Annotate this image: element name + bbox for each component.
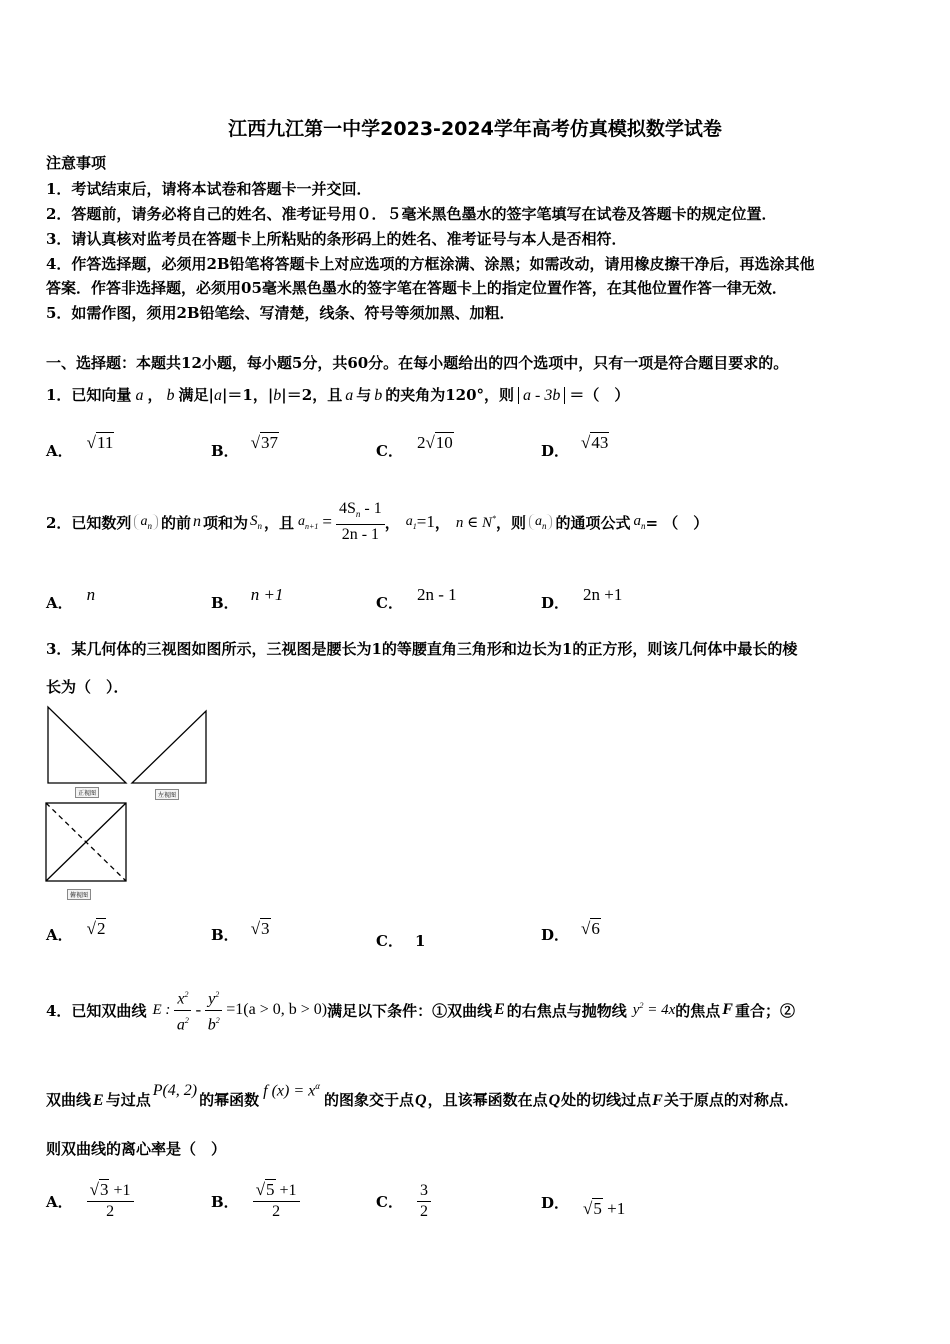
q3-option-a: A． √2 [46,919,106,944]
page-title: 江西九江第一中学2023-2024学年高考仿真模拟数学试卷 [228,118,722,140]
q1-option-c: C． 2√10 [376,433,453,460]
top-view [46,803,126,881]
q3-option-d: D． √6 [541,919,600,944]
q2-option-c: C． 2n - 1 [376,585,457,612]
front-view [48,707,126,783]
notice-item-4-cont: 答案．作答非选择题，必须用05毫米黑色墨水的签字笔在答题卡上的指定位置作答，在其他位置作答一律无效． [46,279,787,297]
three-view-diagram [40,703,220,903]
q4-option-a: A． $\frac{√3 +1}{2}$ [46,1176,134,1226]
q4-option-c: C． $\frac{3}{2}$ [376,1176,431,1226]
question-4-ask: 则双曲线的离心率是（ ） [46,1140,227,1158]
q3-option-b: B． √3 [211,919,270,944]
question-1: 1．已知向量 a ， b 满足|a|＝1，|b|＝2，且 a 与 b 的夹角为120°，则 a - 3b ＝（ ） [46,386,630,404]
q4-option-d: D． √5 +1 [541,1194,626,1218]
q1-option-d: D． √43 [541,433,609,460]
question-4-line-2: 双曲线 E 与过点 P(4, 2) 的幂函数 f $(x) = x^\alpha$ 的图象交于点 Q ，且该幂函数在点 Q 处的切线过点 F 关于原点的对称点． [46,1080,799,1109]
notice-item-1: 1．考试结束后，请将本试卷和答题卡一并交回． [46,180,372,198]
q4-option-b: B． $\frac{√5 +1}{2}$ [211,1176,300,1226]
q2-option-a: A． n [46,585,96,612]
notice-item-4: 4．作答选择题，必须用2B铅笔将答题卡上对应选项的方框涂满、涂黑；如需改动，请用橡皮擦干净后，再选涂其他 [46,255,815,273]
recurrence-fraction: $\frac{4S_n - 1}{2n - 1}$ [336,499,385,545]
caption-top-view: 俯视图 [67,889,91,900]
q2-option-d: D． 2n +1 [541,585,623,612]
notice-item-3: 3．请认真核对监考员在答题卡上所粘贴的条形码上的姓名、准考证号与本人是否相符． [46,230,627,248]
q3-option-c: C． 1 [376,932,426,950]
caption-front-view: 正视图 [75,787,99,798]
side-view [132,711,206,783]
notice-item-2: 2．答题前，请务必将自己的姓名、准考证号用０．５毫米黑色墨水的签字笔填写在试卷及答题卡的规定位置． [46,205,777,223]
question-3-line-1: 3．某几何体的三视图如图所示，三视图是腰长为1的等腰直角三角形和边长为1的正方形，则该几何体中最长的棱 [46,640,798,658]
question-3-line-2: 长为（ ）． [46,678,129,696]
abs-expression: a - 3b [518,387,565,404]
section-heading: 一、选择题：本题共12小题，每小题5分，共60分。在每小题给出的四个选项中，只有一项是符合题目要求的。 [46,354,789,372]
q1-option-b: B． √37 [211,433,279,460]
question-2: 2．已知数列 $a_n$ 的前 n 项和为 $S_n$ ，且 $a_{n+1}$ = $\frac{4S_n - 1}{2n - 1}$ ， $a_1$ =1 ， n ∈ N* ，则 $a_n$ 的通项公式 $a_n$ = （ ） [46,499,709,544]
notice-item-5: 5．如需作图，须用2B铅笔绘、写清楚，线条、符号等须加黑、加粗． [46,304,515,322]
caption-side-view: 左视图 [155,789,179,800]
q2-option-b: B． n +1 [211,585,284,612]
q1-option-a: A． √11 [46,433,114,460]
notice-heading: 注意事项 [46,154,107,172]
question-4-line-1: 4．已知双曲线 E : $\frac{x^2}{a^2}$ - $\frac{y^2}{b^2}$ =1(a > 0, b > 0) 满足以下条件：①双曲线 E 的右焦点与抛物线 $y^2 = 4x$ 的焦点 F 重合；② [46,980,795,1040]
